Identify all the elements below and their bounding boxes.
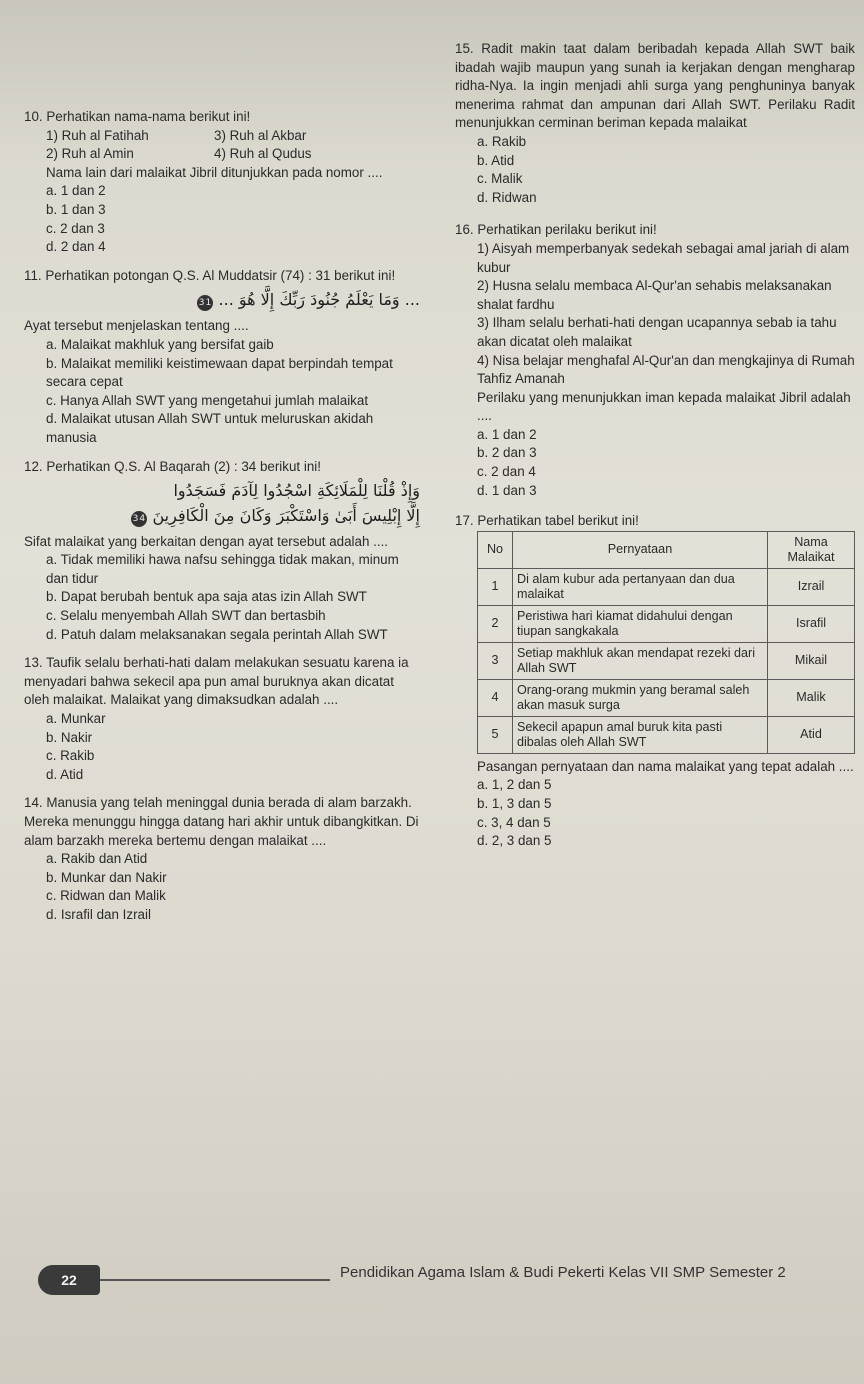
table-row bbox=[478, 642, 855, 679]
q10-question: Nama lain dari malaikat Jibril ditunjukkan pada nomor .... bbox=[46, 164, 383, 180]
question-17-text: 17. Perhatikan tabel berikut ini! bbox=[455, 513, 639, 529]
q14-option-c: c. Ridwan dan Malik bbox=[46, 888, 166, 904]
q17-option-c: c. 3, 4 dan 5 bbox=[477, 814, 551, 830]
q14-option-d: d. Israfil dan Izrail bbox=[46, 906, 151, 922]
q12-option-c: c. Selalu menyembah Allah SWT dan bertasbih bbox=[46, 608, 326, 624]
q10-name-2: 2) Ruh al Amin bbox=[46, 146, 134, 162]
question-11-text: 11. Perhatikan potongan Q.S. Al Muddatsir (74) : 31 berikut ini! bbox=[24, 267, 396, 283]
q17-question: Pasangan pernyataan dan nama malaikat yang tepat adalah .... bbox=[477, 758, 854, 774]
q10-option-b: b. 1 dan 3 bbox=[46, 201, 106, 217]
table-row bbox=[478, 605, 855, 642]
question-14-text: 14. Manusia yang telah meninggal dunia berada di alam barzakh. Mereka menunggu hingga datang hari akhir untuk dibangkitkan. Di alam barzakh mereka bertemu dengan malaikat .... bbox=[24, 795, 419, 848]
q15-option-b: b. Atid bbox=[477, 152, 515, 168]
q15-option-c: c. Malik bbox=[477, 171, 523, 187]
q10-option-a: a. 1 dan 2 bbox=[46, 183, 106, 199]
question-10 bbox=[24, 108, 420, 257]
row-statement: Orang-orang mukmin yang beramal saleh akan masuk surga bbox=[513, 679, 768, 716]
question-11 bbox=[24, 267, 420, 448]
table-row bbox=[478, 716, 855, 753]
q11-arabic-verse bbox=[24, 291, 420, 311]
ayah-number-marker: 31 bbox=[197, 295, 213, 311]
row-statement: Di alam kubur ada pertanyaan dan dua malaikat bbox=[513, 568, 768, 605]
row-statement: Peristiwa hari kiamat didahului dengan tiupan sangkakala bbox=[513, 605, 768, 642]
q14-option-b: b. Munkar dan Nakir bbox=[46, 869, 167, 885]
q15-option-a: a. Rakib bbox=[477, 133, 527, 149]
question-13-text: 13. Taufik selalu berhati-hati dalam melakukan sesuatu karena ia menyadari bahwa sekecil apa pun amal buruknya akan dicatat oleh malaikat. Malaikat yang dimaksudkan adalah .... bbox=[24, 655, 409, 708]
question-15-text: 15. Radit makin taat dalam beribadah kepada Allah SWT baik ibadah wajib maupun yang sunah ia kerjakan dengan mengharap ridha-Nya. Ia ingin menjadi ahli surga yang penghuninya banyak menerima rahmat dan ampunan dari Allah SWT. Perilaku Radit menunjukkan cerminan beriman kepada malaikat bbox=[455, 41, 855, 131]
question-17 bbox=[455, 512, 855, 851]
question-13 bbox=[24, 654, 420, 784]
table-header-statement: Pernyataan bbox=[513, 531, 768, 568]
table-header-no: No bbox=[478, 531, 513, 568]
q12-arabic-line-2 bbox=[24, 507, 420, 527]
q15-option-d: d. Ridwan bbox=[477, 189, 537, 205]
question-16-text: 16. Perhatikan perilaku berikut ini! bbox=[455, 222, 657, 238]
row-angel: Izrail bbox=[768, 568, 855, 605]
question-15 bbox=[455, 40, 855, 207]
q16-item-4: 4) Nisa belajar menghafal Al-Qur'an dan mengkajinya di Rumah Tahfiz Amanah bbox=[477, 352, 855, 387]
q16-item-3: 3) Ilham selalu berhati-hati dengan ucapannya sebab ia tahu akan dicatat oleh malaikat bbox=[477, 315, 837, 349]
question-10-text: 10. Perhatikan nama-nama berikut ini! bbox=[24, 109, 251, 124]
ayah-number-marker: 34 bbox=[131, 511, 147, 527]
q10-name-3: 3) Ruh al Akbar bbox=[214, 127, 307, 143]
q10-name-4: 4) Ruh al Qudus bbox=[214, 146, 312, 162]
angels-table bbox=[477, 531, 855, 754]
q11-option-b: b. Malaikat memiliki keistimewaan dapat berpindah tempat secara cepat bbox=[46, 355, 393, 390]
book-title: Pendidikan Agama Islam & Budi Pekerti Kelas VII SMP Semester 2 bbox=[340, 1264, 786, 1281]
question-12-text: 12. Perhatikan Q.S. Al Baqarah (2) : 34 berikut ini! bbox=[24, 458, 321, 474]
q17-option-a: a. 1, 2 dan 5 bbox=[477, 777, 552, 793]
table-header-angel: Nama Malaikat bbox=[768, 531, 855, 568]
row-number: 3 bbox=[478, 642, 513, 679]
question-12 bbox=[24, 458, 420, 645]
right-column bbox=[455, 40, 855, 861]
question-14 bbox=[24, 794, 420, 924]
q16-option-b: b. 2 dan 3 bbox=[477, 445, 537, 461]
table-row bbox=[478, 568, 855, 605]
q10-option-c: c. 2 dan 3 bbox=[46, 220, 105, 236]
q12-arabic-line-1: وَإِذْ قُلْنَا لِلْمَلَائِكَةِ اسْجُدُوا لِآدَمَ فَسَجَدُوا bbox=[173, 481, 420, 501]
row-number: 5 bbox=[478, 716, 513, 753]
table-header-row bbox=[478, 531, 855, 568]
q11-option-c: c. Hanya Allah SWT yang mengetahui jumlah malaikat bbox=[46, 392, 369, 408]
q13-option-b: b. Nakir bbox=[46, 729, 93, 745]
q16-option-d: d. 1 dan 3 bbox=[477, 482, 537, 498]
q12-question: Sifat malaikat yang berkaitan dengan ayat tersebut adalah .... bbox=[24, 533, 389, 549]
q13-option-c: c. Rakib bbox=[46, 748, 95, 764]
row-number: 1 bbox=[478, 568, 513, 605]
question-16 bbox=[455, 221, 855, 500]
q12-option-b: b. Dapat berubah bentuk apa saja atas izin Allah SWT bbox=[46, 589, 367, 605]
row-angel: Israfil bbox=[768, 605, 855, 642]
q16-option-a: a. 1 dan 2 bbox=[477, 426, 537, 442]
row-angel: Mikail bbox=[768, 642, 855, 679]
q16-item-2: 2) Husna selalu membaca Al-Qur'an sehabis melaksanakan shalat fardhu bbox=[477, 278, 832, 312]
q14-option-a: a. Rakib dan Atid bbox=[46, 851, 148, 867]
q13-option-a: a. Munkar bbox=[46, 711, 106, 727]
q17-option-d: d. 2, 3 dan 5 bbox=[477, 833, 552, 849]
left-column bbox=[24, 108, 420, 935]
q17-option-b: b. 1, 3 dan 5 bbox=[477, 796, 552, 812]
row-statement: Setiap makhluk akan mendapat rezeki dari Allah SWT bbox=[513, 642, 768, 679]
row-number: 4 bbox=[478, 679, 513, 716]
q10-option-d: d. 2 dan 4 bbox=[46, 239, 106, 255]
q10-name-1: 1) Ruh al Fatihah bbox=[46, 127, 149, 143]
q11-option-d: d. Malaikat utusan Allah SWT untuk meluruskan akidah manusia bbox=[46, 411, 374, 445]
q16-item-1: 1) Aisyah memperbanyak sedekah sebagai amal jariah di alam kubur bbox=[477, 240, 850, 275]
q16-question: Perilaku yang menunjukkan iman kepada malaikat Jibril adalah .... bbox=[477, 389, 851, 424]
q11-option-a: a. Malaikat makhluk yang bersifat gaib bbox=[46, 336, 274, 352]
row-number: 2 bbox=[478, 605, 513, 642]
q11-arabic-text: ... وَمَا يَعْلَمُ جُنُودَ رَبِّكَ إِلَّا هُوَ ... bbox=[218, 290, 420, 310]
row-angel: Atid bbox=[768, 716, 855, 753]
row-statement: Sekecil apapun amal buruk kita pasti dibalas oleh Allah SWT bbox=[513, 716, 768, 753]
q16-option-c: c. 2 dan 4 bbox=[477, 464, 536, 480]
table-row bbox=[478, 679, 855, 716]
q12-option-a: a. Tidak memiliki hawa nafsu sehingga tidak makan, minum dan tidur bbox=[46, 552, 399, 586]
q12-option-d: d. Patuh dalam melaksanakan segala perintah Allah SWT bbox=[46, 626, 388, 642]
q10-names bbox=[24, 127, 420, 164]
q11-question: Ayat tersebut menjelaskan tentang .... bbox=[24, 318, 249, 334]
footer-divider bbox=[100, 1279, 330, 1281]
page-number-badge: 22 bbox=[38, 1265, 100, 1295]
row-angel: Malik bbox=[768, 679, 855, 716]
q13-option-d: d. Atid bbox=[46, 766, 84, 782]
q12-arabic-text-2: إِلَّا إِبْلِيسَ أَبَىٰ وَاسْتَكْبَرَ وَكَانَ مِنَ الْكَافِرِينَ bbox=[152, 505, 420, 525]
